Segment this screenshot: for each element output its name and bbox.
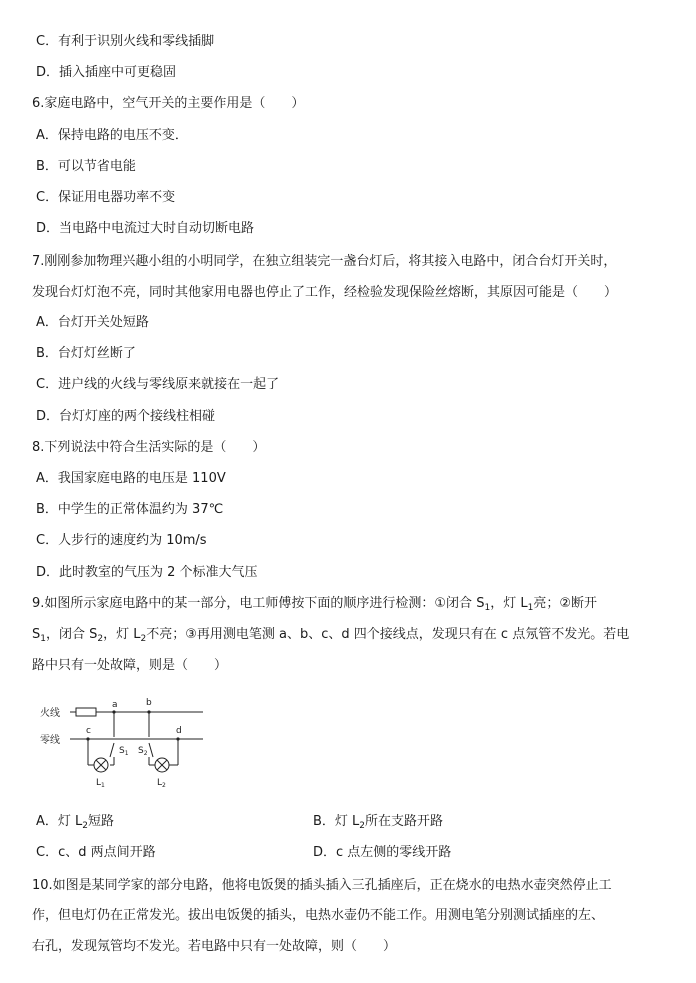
neutral-wire-label: 零线: [40, 735, 60, 746]
q7-option-c: C．进户线的火线与零线原来就接在一起了: [36, 377, 280, 392]
point-d-dot: [176, 737, 179, 740]
q6-option-b: B．可以节省电能: [36, 159, 136, 174]
q10-stem-line3: 右孔，发现氖管均不发光。若电路中只有一处故障，则（ ）: [32, 939, 397, 954]
q8-option-c: C．人步行的速度约为 10m/s: [36, 533, 207, 548]
q7-option-a: A．台灯开关处短路: [36, 315, 149, 330]
point-a-label: a: [112, 700, 118, 710]
point-b-dot: [147, 710, 150, 713]
q9-circuit-diagram: [38, 695, 208, 795]
q7-stem-line2: 发现台灯灯泡不亮，同时其他家用电器也停止了工作，经检验发现保险丝熔断，其原因可能是（ ）: [32, 285, 618, 300]
q8-option-d: D．此时教室的气压为 2 个标准大气压: [36, 565, 258, 580]
switch-s1-label: $S_1$: [119, 746, 129, 757]
live-wire-label: 火线: [40, 708, 60, 719]
q6-option-a: A．保持电路的电压不变．: [36, 128, 188, 143]
q8-option-a: A．我国家庭电路的电压是 110V: [36, 471, 226, 486]
point-c-dot: [86, 737, 89, 740]
q10-stem-line1: 10.如图是某同学家的部分电路，他将电饭煲的插头插入三孔插座后，正在烧水的电热水壶突然停止工: [32, 878, 612, 893]
q6-option-c: C．保证用电器功率不变: [36, 190, 176, 205]
q7-stem-line1: 7.刚刚参加物理兴趣小组的小明同学，在独立组装完一盏台灯后，将其接入电路中，闭合台灯开关时，: [32, 254, 617, 269]
q7-option-b: B．台灯灯丝断了: [36, 346, 136, 361]
q9-option-c: C．c、d 两点间开路: [36, 845, 156, 860]
switch-s1: [110, 743, 114, 757]
lamp-l1-label: $L_1$: [96, 778, 105, 789]
fuse: [76, 708, 96, 716]
q6-stem: 6.家庭电路中，空气开关的主要作用是（ ）: [32, 96, 305, 111]
q5-option-d: D．插入插座中可更稳固: [36, 65, 177, 80]
q5-option-c: C．有利于识别火线和零线插脚: [36, 34, 215, 49]
point-a-dot: [112, 710, 115, 713]
point-c-label: c: [86, 726, 91, 736]
q10-stem-line2: 作，但电灯仍在正常发光。拔出电饭煲的插头，电热水壶仍不能工作。用测电笔分别测试插座的左、: [32, 908, 605, 923]
q9-option-b: B．灯 $L_2$所在支路开路: [313, 814, 444, 831]
q7-option-d: D．台灯灯座的两个接线柱相碰: [36, 409, 216, 424]
q6-option-d: D．当电路中电流过大时自动切断电路: [36, 221, 255, 236]
switch-s2-label: $S_2$: [138, 746, 148, 757]
q9-option-a: A．灯 $L_2$短路: [36, 814, 115, 831]
switch-s2: [149, 743, 153, 757]
lamp-l2-label: $L_2$: [157, 778, 166, 789]
q9-stem-line3: 路中只有一处故障，则是（ ）: [32, 658, 228, 673]
q8-stem: 8.下列说法中符合生活实际的是（ ）: [32, 440, 266, 455]
q9-stem-line1: 9.如图所示家庭电路中的某一部分，电工师傅按下面的顺序进行检测：①闭合 $S_1$，灯 $L_1$亮；②断开: [32, 596, 597, 613]
point-d-label: d: [176, 726, 182, 736]
q9-stem-line2: $S_1$，闭合 $S_2$，灯 $L_2$不亮；③再用测电笔测 a、b、c、d 四个接线点，发现只有在 c 点氖管不发光。若电: [32, 627, 630, 644]
q9-option-d: D．c 点左侧的零线开路: [313, 845, 452, 860]
q8-option-b: B．中学生的正常体温约为 37℃: [36, 502, 224, 517]
point-b-label: b: [146, 698, 152, 708]
